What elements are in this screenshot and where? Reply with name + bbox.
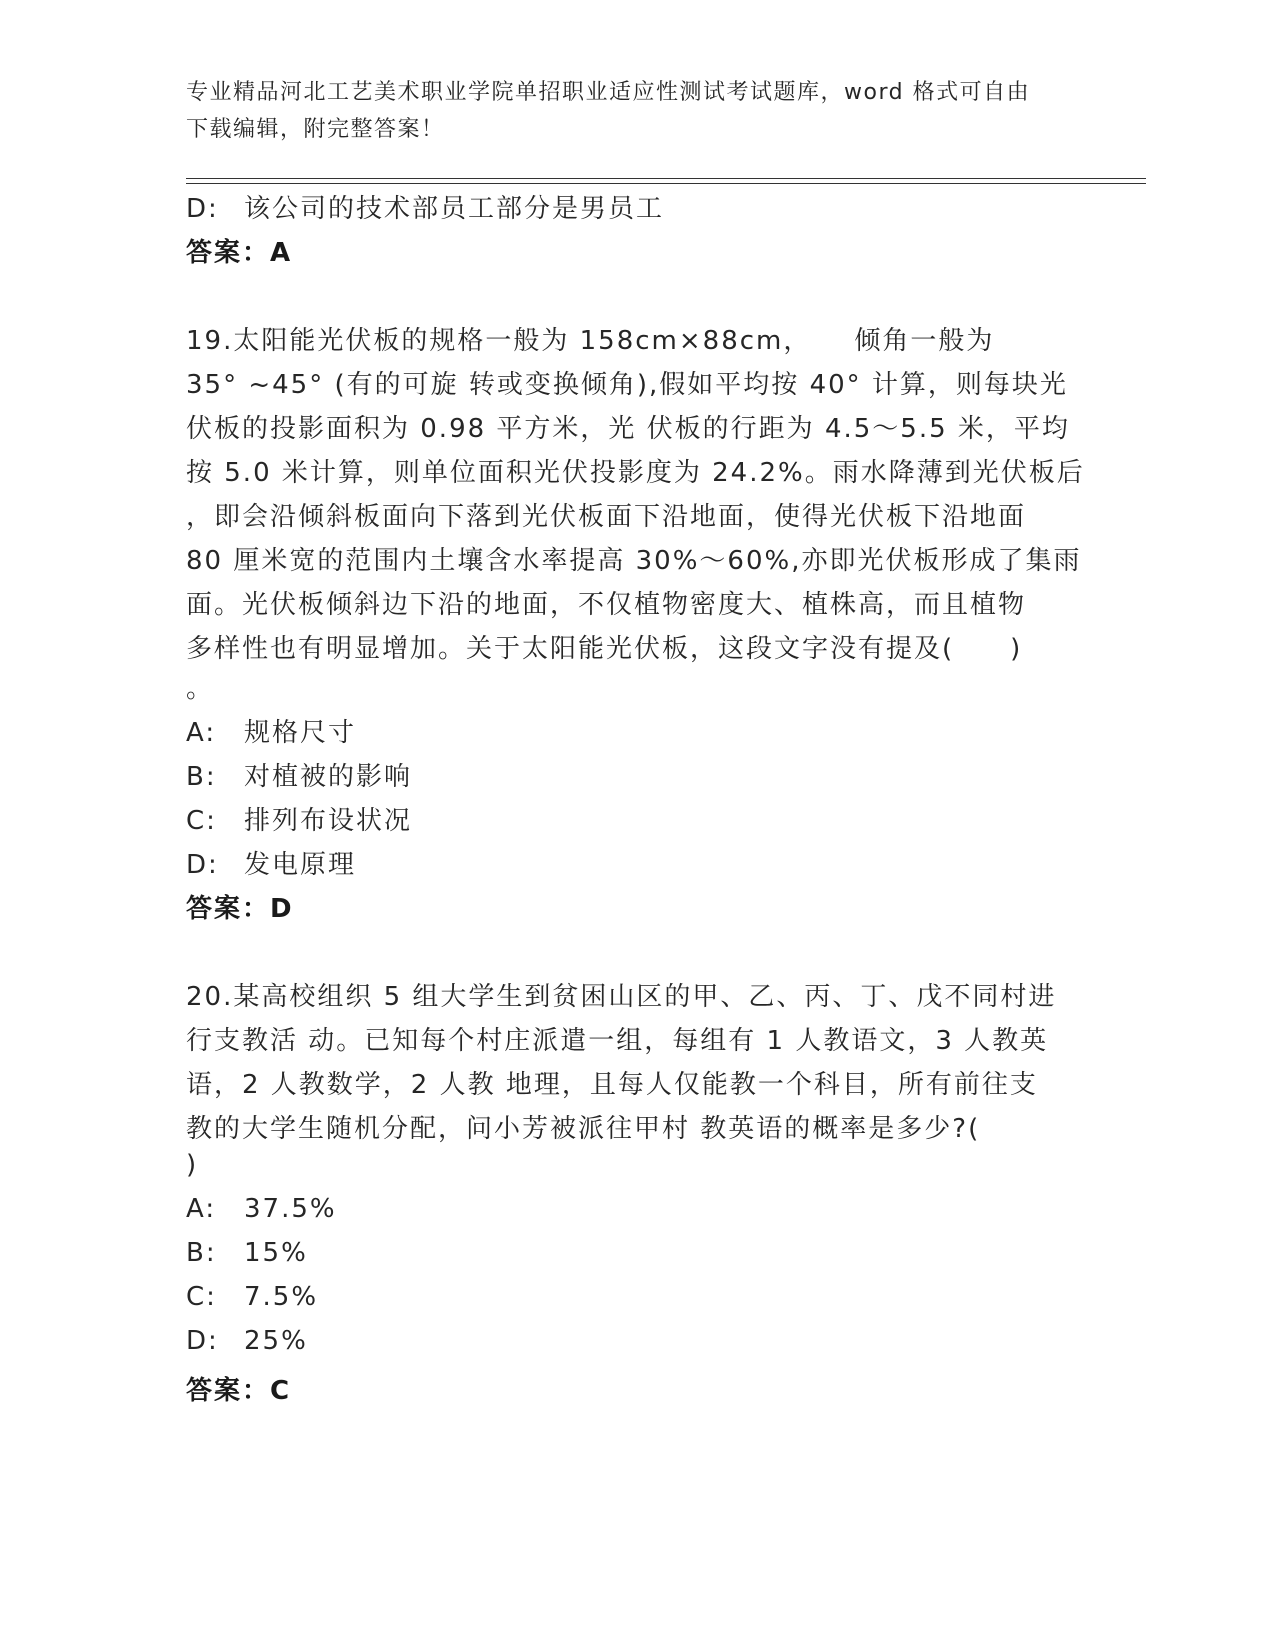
option-text: 排列布设状况 xyxy=(244,806,413,836)
option-d xyxy=(186,844,356,881)
option-b xyxy=(186,1238,308,1268)
option-text: 15% xyxy=(244,1238,308,1268)
document-header xyxy=(186,74,1066,148)
answer-line: 答案：A xyxy=(186,238,293,268)
option-label: D: xyxy=(186,194,219,224)
option-text: 37.5% xyxy=(244,1194,337,1224)
option-text: 25% xyxy=(244,1326,308,1356)
option-a xyxy=(186,1194,337,1224)
option-text: 对植被的影响 xyxy=(244,762,413,792)
option-c xyxy=(186,800,412,837)
header-line-1: 专业精品河北工艺美术职业学院单招职业适应性测试考试题库，word 格式可自由 xyxy=(186,80,1031,105)
header-rule-bottom xyxy=(186,183,1146,184)
question-text-line: 按 5.0 米计算，则单位面积光伏投影度为 24.2%。雨水降薄到光伏板后 xyxy=(186,458,1085,488)
question-text-line: ，即会沿倾斜板面向下落到光伏板面下沿地面，使得光伏板下沿地面 xyxy=(186,502,1027,532)
question-text-line: 行支教活 动。已知每个村庄派遣一组，每组有 1 人教语文，3 人教英 xyxy=(186,1026,1049,1056)
option-label: A: xyxy=(186,718,217,748)
option-text: 规格尺寸 xyxy=(244,718,357,748)
question-text-line: 。 xyxy=(186,674,215,704)
option-text: 7.5% xyxy=(244,1282,319,1312)
option-label: B: xyxy=(186,1238,217,1268)
header-line-2: 下载编辑，附完整答案！ xyxy=(186,117,445,142)
question-text-line: 伏板的投影面积为 0.98 平方米，光 伏板的行距为 4.5～5.5 米，平均 xyxy=(186,414,1070,444)
question-text-line: 面。光伏板倾斜边下沿的地面，不仅植物密度大、植株高，而且植物 xyxy=(186,590,1027,620)
question-text-line: 多样性也有明显增加。关于太阳能光伏板，这段文字没有提及( ) xyxy=(186,634,1023,664)
question-text-line: 19.太阳能光伏板的规格一般为 158cm×88cm， 倾角一般为 xyxy=(186,326,995,356)
answer-line: 答案：C xyxy=(186,1376,292,1406)
option-label: C: xyxy=(186,1282,217,1312)
question-text-line: 教的大学生随机分配，问小芳被派往甲村 教英语的概率是多少?( xyxy=(186,1114,981,1144)
option-a xyxy=(186,712,356,749)
option-label: D: xyxy=(186,1326,219,1356)
question-text-line: 80 厘米宽的范围内土壤含水率提高 30%～60%,亦即光伏板形成了集雨 xyxy=(186,546,1082,576)
question-text-line: 35° ~45° (有的可旋 转或变换倾角),假如平均按 40° 计算，则每块光 xyxy=(186,370,1068,400)
question-text-line: 语，2 人教数学，2 人教 地理，且每人仅能教一个科目，所有前往支 xyxy=(186,1070,1038,1100)
option-text: 该公司的技术部员工部分是男员工 xyxy=(244,194,665,224)
question-text-line: ) xyxy=(186,1150,199,1180)
option-label: C: xyxy=(186,806,217,836)
option-label: B: xyxy=(186,762,217,792)
option-label: A: xyxy=(186,1194,217,1224)
option-d xyxy=(186,188,664,225)
option-label: D: xyxy=(186,850,219,880)
question-text-line: 20.某高校组织 5 组大学生到贫困山区的甲、乙、丙、丁、戊不同村进 xyxy=(186,982,1057,1012)
header-rule-top xyxy=(186,178,1146,179)
option-c xyxy=(186,1282,318,1312)
option-b xyxy=(186,756,412,793)
option-text: 发电原理 xyxy=(244,850,357,880)
answer-line: 答案：D xyxy=(186,894,294,924)
option-d xyxy=(186,1326,308,1356)
